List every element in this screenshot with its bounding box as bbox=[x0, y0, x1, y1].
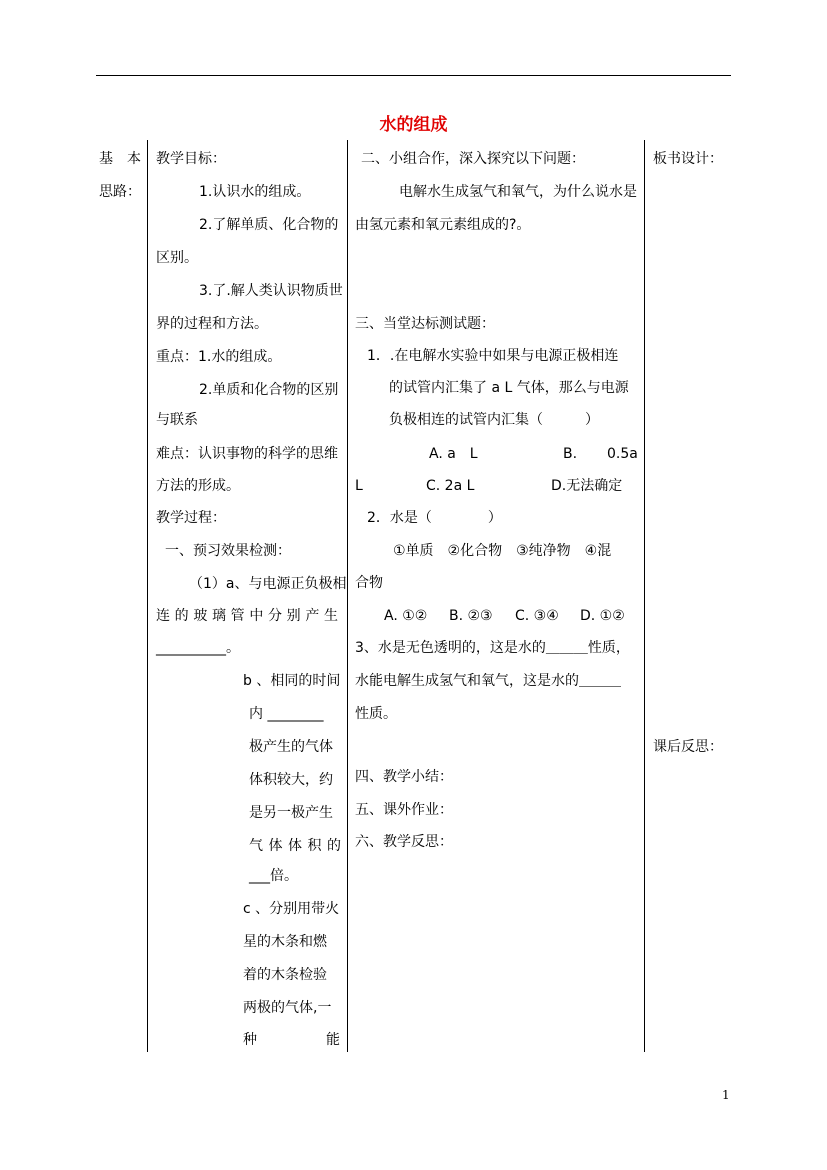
quiz-1-line1: 1．.在电解水实验中如果与电源正极相连 bbox=[367, 348, 619, 364]
quiz-2-choice-b: B. ②③ bbox=[449, 608, 493, 624]
key-point-2-line1: 2.单质和化合物的区别 bbox=[199, 382, 339, 398]
question-c-line1: c 、分别用带火 bbox=[243, 901, 340, 917]
quiz-1-option-b-unit: L bbox=[355, 478, 363, 494]
quiz-1-option-a: A. a L bbox=[429, 446, 478, 462]
quiz-1-line3: 负极相连的试管内汇集（ ） bbox=[389, 412, 599, 428]
quiz-2-choice-a: A. ①② bbox=[384, 608, 428, 624]
question-b-line2: 内 ________ bbox=[249, 706, 324, 722]
objectives-heading: 教学目标： bbox=[156, 151, 226, 167]
question-b-line1: b 、相同的时间 bbox=[243, 673, 341, 689]
quiz-2-options-line1: ①单质 ②化合物 ③纯净物 ④混 bbox=[393, 543, 612, 559]
quiz-1-line2: 的试管内汇集了 a L 气体，那么与电源 bbox=[389, 380, 629, 396]
key-point-2-line2: 与联系 bbox=[156, 412, 198, 428]
section-3-heading: 三、当堂达标测试题： bbox=[355, 316, 495, 332]
quiz-2-question: 2．水是（ ） bbox=[367, 510, 502, 526]
column-divider-2 bbox=[347, 140, 348, 1052]
section-2-question-line2: 由氢元素和氧元素组成的?。 bbox=[355, 217, 531, 233]
objective-1: 1.认识水的组成。 bbox=[199, 184, 311, 200]
after-class-reflection-label: 课后反思： bbox=[653, 739, 723, 755]
question-a-line3: __________。 bbox=[156, 640, 240, 656]
quiz-1-option-c: C. 2a L bbox=[426, 478, 475, 494]
quiz-3-line1: 3、水是无色透明的，这是水的＿＿＿性质， bbox=[355, 640, 630, 656]
objective-2-line1: 2.了解单质、化合物的 bbox=[199, 217, 339, 233]
objective-3-line1: 3.了.解人类认识物质世 bbox=[199, 283, 343, 299]
col1-label-line2: 思路： bbox=[99, 184, 141, 200]
quiz-2-choice-d: D. ①② bbox=[580, 608, 625, 624]
column-divider-3 bbox=[644, 140, 645, 1052]
section-2-question-line1: 电解水生成氢气和氧气，为什么说水是 bbox=[399, 184, 637, 200]
quiz-1-option-b: B. bbox=[563, 446, 578, 462]
header-rule bbox=[96, 75, 731, 76]
quiz-2-choice-c: C. ③④ bbox=[515, 608, 559, 624]
page-title: 水的组成 bbox=[379, 115, 448, 135]
column-divider-1 bbox=[147, 140, 148, 1052]
question-c-line5-end: 能 bbox=[326, 1032, 340, 1048]
question-c-line4: 两极的气体,一 bbox=[243, 1000, 332, 1016]
section-6-reflection: 六、教学反思： bbox=[355, 834, 453, 850]
question-b-line4: 体积较大，约 bbox=[249, 772, 333, 788]
difficulty-line2: 方法的形成。 bbox=[156, 478, 240, 494]
col1-label-line1: 基 本 bbox=[99, 151, 141, 167]
process-heading: 教学过程： bbox=[156, 510, 226, 526]
quiz-2-options-line2: 合物 bbox=[355, 575, 383, 591]
quiz-3-line2: 水能电解生成氢气和氧气，这是水的＿＿＿ bbox=[355, 673, 621, 689]
question-a-line2: 连的玻璃管中分别产生 bbox=[156, 608, 338, 624]
question-b-line6: 气体体积的 bbox=[249, 838, 341, 854]
section-5-homework: 五、课外作业： bbox=[355, 802, 453, 818]
question-c-line2: 星的木条和燃 bbox=[243, 934, 327, 950]
preview-heading: 一、预习效果检测： bbox=[165, 543, 291, 559]
objective-3-line2: 界的过程和方法。 bbox=[156, 316, 268, 332]
key-point-1: 重点：1.水的组成。 bbox=[156, 349, 282, 365]
board-design-label: 板书设计： bbox=[653, 151, 723, 167]
question-c-line5-start: 种 bbox=[243, 1032, 257, 1048]
section-4-summary: 四、教学小结： bbox=[355, 769, 453, 785]
question-a-line1: （1）a、与电源正负极相 bbox=[189, 576, 347, 592]
question-b-line7: ___倍。 bbox=[249, 868, 298, 884]
quiz-1-option-b-value: 0.5a bbox=[607, 446, 638, 462]
section-2-heading: 二、小组合作，深入探究以下问题： bbox=[361, 151, 585, 167]
quiz-1-option-d: D.无法确定 bbox=[551, 478, 623, 494]
difficulty-line1: 难点：认识事物的科学的思维 bbox=[156, 446, 338, 462]
page-number: 1 bbox=[722, 1088, 730, 1102]
objective-2-line2: 区别。 bbox=[156, 250, 198, 266]
question-b-line3: 极产生的气体 bbox=[249, 739, 333, 755]
question-c-line3: 着的木条检验 bbox=[243, 967, 327, 983]
question-b-line5: 是另一极产生 bbox=[249, 805, 333, 821]
quiz-3-line3: 性质。 bbox=[355, 706, 397, 722]
